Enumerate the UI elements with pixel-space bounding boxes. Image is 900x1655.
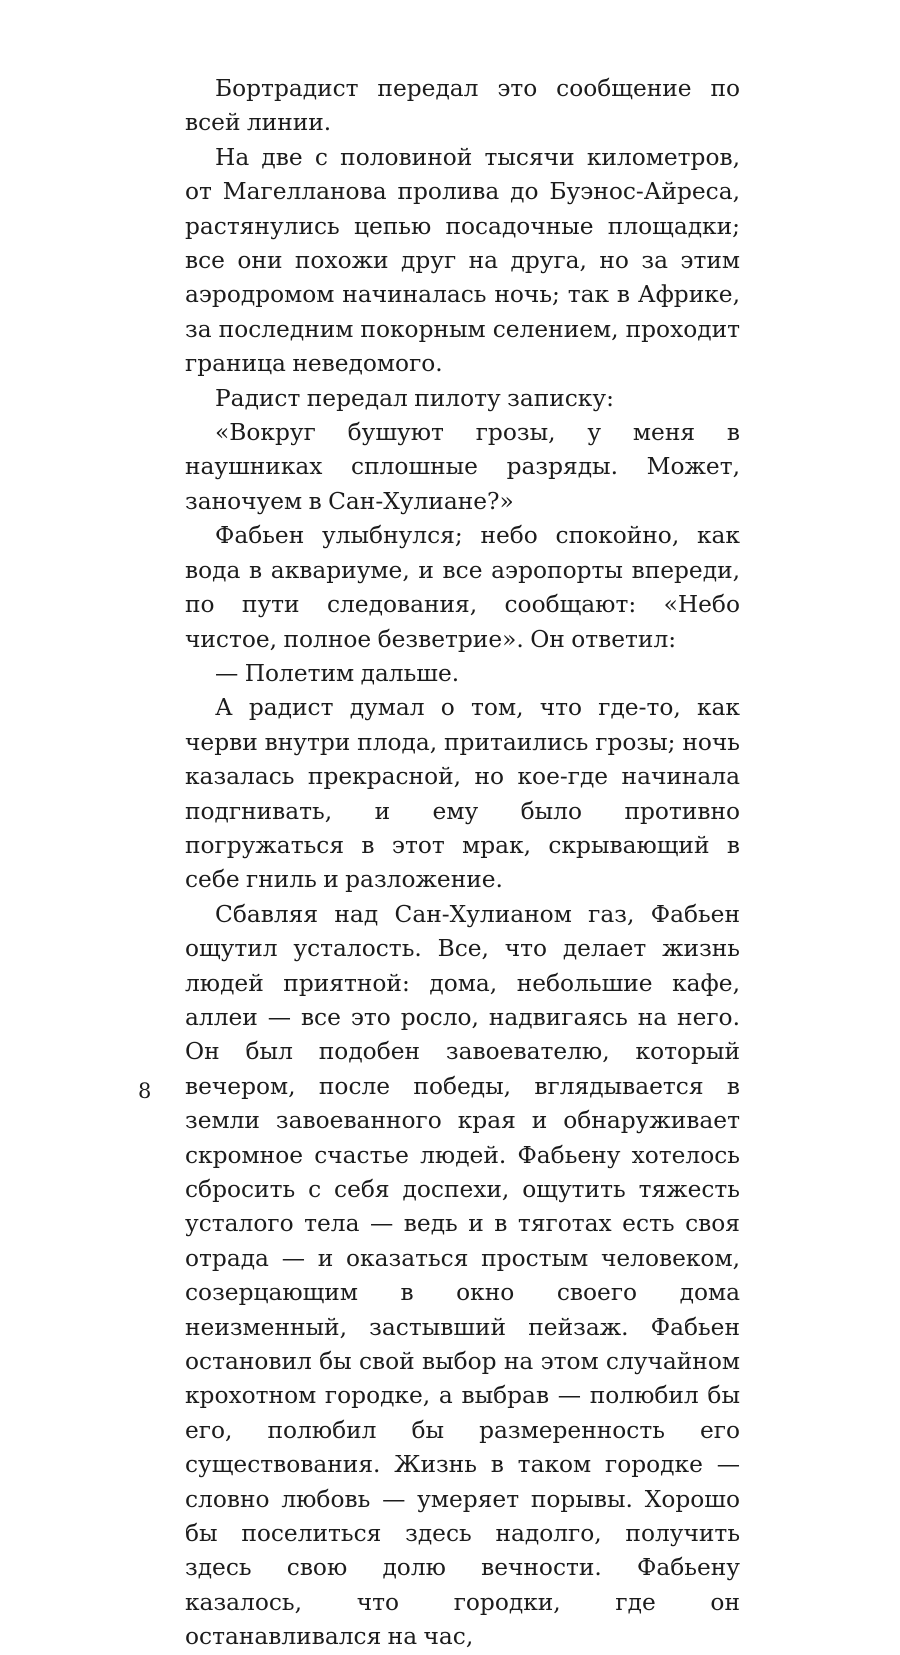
paragraph: Радист передал пилоту записку: [215,384,614,412]
paragraph: Сбавляя над Сан-Хулианом газ, Фабьен ощутил усталость. Все, что делает жизнь людей приятной: дома, небольшие кафе, аллеи — все это росло, надвигаясь на него. Он был подобен завоевателю, который вечером, после победы, вглядывается в земли завоеванного края и обнаруживает скромное счастье людей. Фабьену хотелось сбросить с себя доспехи, ощутить тяжесть усталого тела — ведь и в тяготах есть своя отрада — и оказаться простым человеком, созерцающим в окно своего дома неизменный, застывший пейзаж. Фабьен остановил бы свой выбор на этом случайном крохотном городке, а выбрав — полюбил бы его, полюбил бы размеренность его существования. Жизнь в таком городке — словно любовь — умеряет порывы. Хорошо бы поселиться здесь надолго, получить здесь свою долю вечности. Фабьену казалось, что городки, где он останавливался на час, [185,900,740,1651]
body-text [185,72,740,1655]
paragraph: А радист думал о том, что где-то, как черви внутри плода, притаились грозы; ночь казалась прекрасной, но кое-где начинала подгнивать, и ему было противно погружаться в этот мрак, скрывающий в себе гниль и разложение. [185,694,740,894]
paragraph: «Вокруг бушуют грозы, у меня в наушниках сплошные разряды. Может, заночуем в Сан-Хулиане?» [185,419,740,515]
paragraph: Фабьен улыбнулся; небо спокойно, как вода в аквариуме, и все аэропорты впереди, по пути следования, сообщают: «Небо чистое, полное безветрие». Он ответил: [185,522,740,653]
paragraph: На две с половиной тысячи километров, от Магелланова пролива до Буэнос-Айреса, растянулись цепью посадочные площадки; все они похожи друг на друга, но за этим аэродромом начиналась ночь; так в Африке, за последним покорным селением, проходит граница неведомого. [185,143,740,378]
paragraph: — Полетим дальше. [215,659,460,687]
paragraph: Бортрадист передал это сообщение по всей линии. [185,75,740,137]
page-number: 8 [138,1079,152,1103]
